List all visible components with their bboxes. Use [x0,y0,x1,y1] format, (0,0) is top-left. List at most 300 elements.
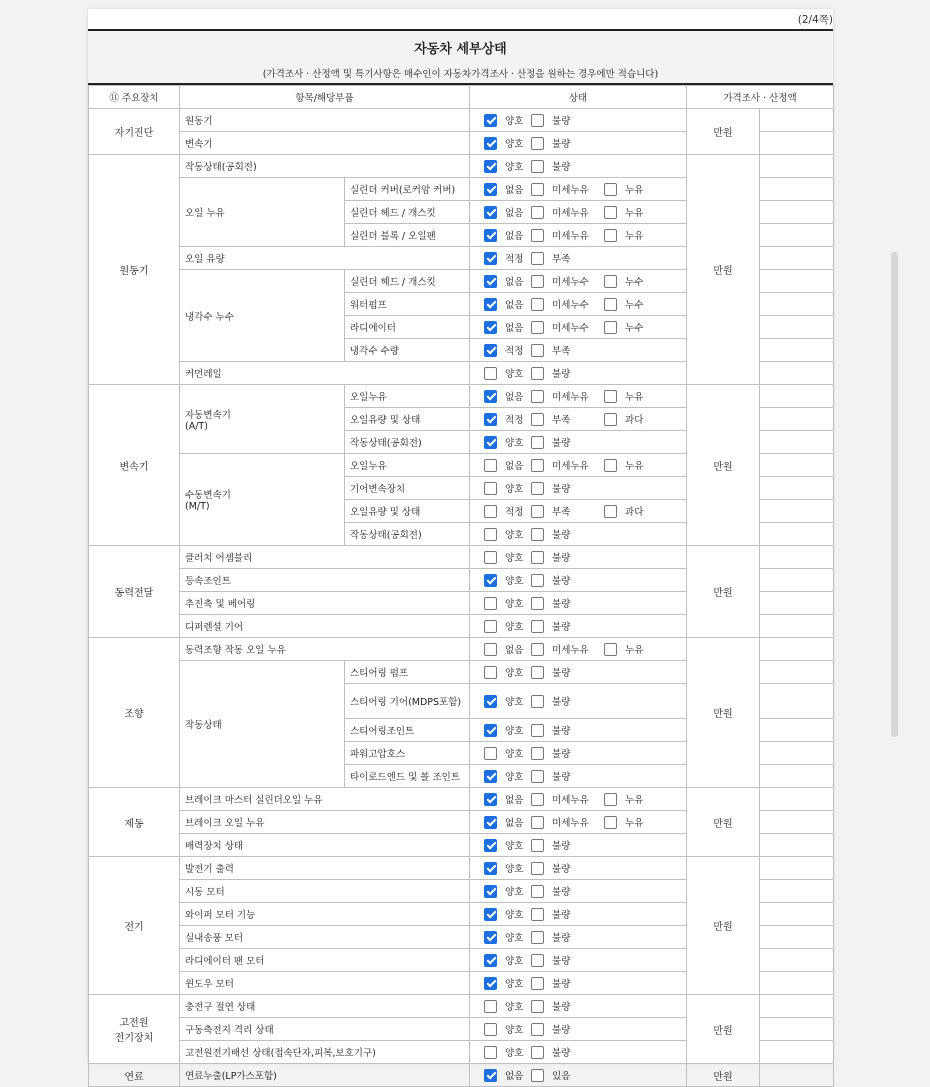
item-cell: 와이퍼 모터 기능 [180,903,470,926]
status-option-label: 양호 [505,933,524,944]
unchecked-checkbox[interactable] [604,321,617,334]
unchecked-checkbox[interactable] [484,528,497,541]
category-cell: 제동 [89,788,180,857]
unchecked-checkbox[interactable] [531,620,544,633]
status-option-label: 불량 [552,887,571,898]
status-option-label: 양호 [505,369,524,380]
status-option-label: 없음 [505,300,524,311]
status-option [531,976,572,990]
status-cell [470,178,687,201]
table-row [89,995,834,1018]
item-cell: 연료누출(LP가스포함) [180,1064,470,1087]
price-input-cell[interactable] [760,523,834,546]
status-option [484,769,525,783]
unchecked-checkbox[interactable] [531,1000,544,1013]
price-input-cell[interactable] [760,742,834,765]
price-input-cell[interactable] [760,834,834,857]
status-option-label: 불량 [552,484,571,495]
unchecked-checkbox[interactable] [484,597,497,610]
price-input-cell[interactable] [760,880,834,903]
checked-checkbox[interactable] [484,839,497,852]
status-option [531,573,572,587]
unchecked-checkbox[interactable] [604,816,617,829]
status-option-label: 불량 [552,1025,571,1036]
unchecked-checkbox[interactable] [484,459,497,472]
price-input-cell[interactable] [760,385,834,408]
status-cell [470,788,687,811]
sub-item-cell: 냉각수 수량 [345,339,470,362]
unchecked-checkbox[interactable] [531,505,544,518]
status-option-label: 불량 [552,864,571,875]
price-input-cell[interactable] [760,569,834,592]
price-input-cell[interactable] [760,995,834,1018]
table-row [89,638,834,661]
unchecked-checkbox[interactable] [531,229,544,242]
status-cell [470,1041,687,1064]
status-option-label: 미세누유 [552,818,589,829]
status-option [531,619,572,633]
unchecked-checkbox[interactable] [531,1023,544,1036]
status-option [531,297,598,311]
status-option-label: 양호 [505,622,524,633]
status-option [484,815,525,829]
category-cell: 동력전달 [89,546,180,638]
status-option-label: 없음 [505,392,524,403]
unchecked-checkbox[interactable] [531,114,544,127]
status-option-label: 양호 [505,697,524,708]
status-option-label: 불량 [552,553,571,564]
unchecked-checkbox[interactable] [484,1023,497,1036]
unchecked-checkbox[interactable] [531,459,544,472]
unchecked-checkbox[interactable] [531,344,544,357]
item-cell: 발전기 출력 [180,857,470,880]
status-option [531,861,572,875]
item-cell: 작동상태(공회전) [180,155,470,178]
checked-checkbox[interactable] [484,390,497,403]
sub-item-cell: 작동상태(공회전) [345,431,470,454]
table-header-row [89,86,834,109]
item-cell: 브레이크 오일 누유 [180,811,470,834]
unchecked-checkbox[interactable] [531,839,544,852]
unchecked-checkbox[interactable] [531,597,544,610]
status-cell [470,1018,687,1041]
status-option-label: 불량 [552,162,571,173]
scrollbar-thumb[interactable] [891,252,898,737]
status-option [484,550,525,564]
price-input-cell[interactable] [760,592,834,615]
price-input-cell[interactable] [760,788,834,811]
item-cell: 클러치 어셈블리 [180,546,470,569]
unchecked-checkbox[interactable] [531,977,544,990]
status-option-label: 없음 [505,231,524,242]
status-option-label: 양호 [505,484,524,495]
checked-checkbox[interactable] [484,275,497,288]
checked-checkbox[interactable] [484,908,497,921]
status-cell [470,362,687,385]
unchecked-checkbox[interactable] [604,298,617,311]
unchecked-checkbox[interactable] [531,482,544,495]
status-option [484,642,525,656]
checked-checkbox[interactable] [484,321,497,334]
price-input-cell[interactable] [760,546,834,569]
status-option [484,907,525,921]
status-option [531,389,598,403]
status-option [531,504,598,518]
checked-checkbox[interactable] [484,183,497,196]
unchecked-checkbox[interactable] [531,137,544,150]
checked-checkbox[interactable] [484,793,497,806]
checked-checkbox[interactable] [484,885,497,898]
price-input-cell[interactable] [760,408,834,431]
price-input-cell[interactable] [760,1018,834,1041]
status-option [484,458,525,472]
status-option [484,366,525,380]
unchecked-checkbox[interactable] [531,413,544,426]
status-option [484,274,525,288]
status-option-label: 불량 [552,438,571,449]
status-option [484,159,525,173]
sub-item-cell: 오일누유 [345,385,470,408]
status-option [531,527,572,541]
table-body [89,109,834,1087]
status-option [531,723,572,737]
status-cell [470,949,687,972]
checked-checkbox[interactable] [484,436,497,449]
status-option [531,136,572,150]
status-option-label: 양호 [505,979,524,990]
sub-item-cell: 타이로드엔드 및 볼 조인트 [345,765,470,788]
price-input-cell[interactable] [760,316,834,339]
checked-checkbox[interactable] [484,816,497,829]
status-option-label: 누수 [625,277,644,288]
price-input-cell[interactable] [760,270,834,293]
unchecked-checkbox[interactable] [604,413,617,426]
checked-checkbox[interactable] [484,770,497,783]
price-input-cell[interactable] [760,362,834,385]
price-input-cell[interactable] [760,132,834,155]
status-cell [470,454,687,477]
unchecked-checkbox[interactable] [531,666,544,679]
unchecked-checkbox[interactable] [531,390,544,403]
status-cell [470,811,687,834]
unchecked-checkbox[interactable] [604,229,617,242]
price-unit-cell: 만원 [687,857,760,995]
price-input-cell[interactable] [760,972,834,995]
checked-checkbox[interactable] [484,344,497,357]
price-input-cell[interactable] [760,903,834,926]
item-cell: 디퍼렌셜 기어 [180,615,470,638]
status-option [604,504,645,518]
price-unit-cell: 만원 [687,995,760,1064]
status-option-label: 불량 [552,749,571,760]
item-cell: 변속기 [180,132,470,155]
price-input-cell[interactable] [760,719,834,742]
status-option-label: 적정 [505,254,524,265]
price-input-cell[interactable] [760,684,834,719]
price-input-cell[interactable] [760,661,834,684]
status-option [484,861,525,875]
status-option-label: 누유 [625,185,644,196]
price-input-cell[interactable] [760,454,834,477]
unchecked-checkbox[interactable] [531,574,544,587]
status-option [531,694,572,708]
unchecked-checkbox[interactable] [531,954,544,967]
status-option [484,792,525,806]
price-input-cell[interactable] [760,431,834,454]
status-option-label: 불량 [552,369,571,380]
unchecked-checkbox[interactable] [484,1046,497,1059]
sub-item-cell: 실린더 헤드 / 개스킷 [345,270,470,293]
checked-checkbox[interactable] [484,574,497,587]
price-input-cell[interactable] [760,201,834,224]
unchecked-checkbox[interactable] [531,252,544,265]
unchecked-checkbox[interactable] [531,793,544,806]
price-input-cell[interactable] [760,500,834,523]
status-option-label: 양호 [505,599,524,610]
price-input-cell[interactable] [760,477,834,500]
status-option [484,838,525,852]
status-option-label: 불량 [552,1002,571,1013]
unchecked-checkbox[interactable] [604,793,617,806]
price-input-cell[interactable] [760,293,834,316]
checked-checkbox[interactable] [484,954,497,967]
unchecked-checkbox[interactable] [531,528,544,541]
unchecked-checkbox[interactable] [604,390,617,403]
status-cell [470,316,687,339]
status-option-label: 없음 [505,795,524,806]
status-option-label: 누유 [625,392,644,403]
status-cell [470,155,687,178]
price-input-cell[interactable] [760,765,834,788]
checked-checkbox[interactable] [484,862,497,875]
status-option-label: 불량 [552,116,571,127]
checked-checkbox[interactable] [484,1069,497,1082]
status-option [604,642,645,656]
unchecked-checkbox[interactable] [604,643,617,656]
sub-item-cell: 오일누유 [345,454,470,477]
status-option [484,251,525,265]
status-cell [470,719,687,742]
price-input-cell[interactable] [760,339,834,362]
status-cell [470,477,687,500]
unchecked-checkbox[interactable] [484,666,497,679]
price-input-cell[interactable] [760,857,834,880]
status-option-label: 없음 [505,1071,524,1082]
price-input-cell[interactable] [760,638,834,661]
unchecked-checkbox[interactable] [484,747,497,760]
unchecked-checkbox[interactable] [531,436,544,449]
sub-item-cell: 워터펌프 [345,293,470,316]
unchecked-checkbox[interactable] [531,695,544,708]
unchecked-checkbox[interactable] [531,724,544,737]
price-input-cell[interactable] [760,811,834,834]
status-option [484,205,525,219]
status-option [531,251,572,265]
price-input-cell[interactable] [760,615,834,638]
status-option [531,792,598,806]
status-option [531,228,598,242]
sub-item-cell: 작동상태(공회전) [345,523,470,546]
status-option [531,999,572,1013]
unchecked-checkbox[interactable] [531,275,544,288]
status-cell [470,500,687,523]
unchecked-checkbox[interactable] [531,770,544,783]
price-input-cell[interactable] [760,1064,834,1087]
checked-checkbox[interactable] [484,252,497,265]
table-row [89,109,834,132]
sub-item-cell: 라디에이터 [345,316,470,339]
unchecked-checkbox[interactable] [484,505,497,518]
unchecked-checkbox[interactable] [531,367,544,380]
checked-checkbox[interactable] [484,137,497,150]
status-cell [470,638,687,661]
status-option [531,412,598,426]
status-option [484,228,525,242]
status-option [604,297,645,311]
unchecked-checkbox[interactable] [604,183,617,196]
status-cell [470,109,687,132]
price-input-cell[interactable] [760,1041,834,1064]
price-unit-cell: 만원 [687,385,760,546]
item-cell: 냉각수 누수 [180,270,345,362]
checked-checkbox[interactable] [484,298,497,311]
price-input-cell[interactable] [760,178,834,201]
checked-checkbox[interactable] [484,206,497,219]
unchecked-checkbox[interactable] [484,620,497,633]
status-option-label: 누유 [625,231,644,242]
status-cell [470,684,687,719]
status-option-label: 누수 [625,300,644,311]
unchecked-checkbox[interactable] [484,551,497,564]
status-option-label: 양호 [505,910,524,921]
checked-checkbox[interactable] [484,977,497,990]
unchecked-checkbox[interactable] [531,931,544,944]
checked-checkbox[interactable] [484,160,497,173]
status-option-label: 누유 [625,461,644,472]
status-option [531,205,598,219]
unchecked-checkbox[interactable] [531,908,544,921]
checked-checkbox[interactable] [484,229,497,242]
unchecked-checkbox[interactable] [531,1069,544,1082]
price-input-cell[interactable] [760,949,834,972]
status-option-label: 적정 [505,415,524,426]
sub-item-cell: 기어변속장치 [345,477,470,500]
status-option [531,1022,572,1036]
status-option-label: 누유 [625,818,644,829]
table-row [89,546,834,569]
item-cell: 작동상태 [180,661,345,788]
title-box [88,29,833,85]
status-option-label: 없음 [505,461,524,472]
unchecked-checkbox[interactable] [531,643,544,656]
item-cell: 등속조인트 [180,569,470,592]
item-cell: 윈도우 모터 [180,972,470,995]
unchecked-checkbox[interactable] [484,1000,497,1013]
status-option [531,366,572,380]
status-option [531,320,598,334]
header-status: 상태 [470,86,687,109]
unchecked-checkbox[interactable] [531,885,544,898]
table-row [89,1064,834,1087]
status-option-label: 양호 [505,553,524,564]
status-option [484,182,525,196]
status-option-label: 양호 [505,956,524,967]
unchecked-checkbox[interactable] [531,816,544,829]
unchecked-checkbox[interactable] [531,183,544,196]
unchecked-checkbox[interactable] [531,321,544,334]
sub-item-cell: 스티어링 펌프 [345,661,470,684]
unchecked-checkbox[interactable] [604,275,617,288]
price-unit-cell: 만원 [687,638,760,788]
unchecked-checkbox[interactable] [604,206,617,219]
status-option [484,976,525,990]
checked-checkbox[interactable] [484,931,497,944]
status-option [484,343,525,357]
unchecked-checkbox[interactable] [531,298,544,311]
status-cell [470,523,687,546]
unchecked-checkbox[interactable] [531,206,544,219]
price-input-cell[interactable] [760,926,834,949]
status-option-label: 양호 [505,668,524,679]
unchecked-checkbox[interactable] [604,505,617,518]
inspection-table [88,85,834,1087]
status-cell [470,615,687,638]
unchecked-checkbox[interactable] [604,459,617,472]
status-option [604,182,645,196]
status-option [604,274,645,288]
checked-checkbox[interactable] [484,114,497,127]
price-input-cell[interactable] [760,247,834,270]
checked-checkbox[interactable] [484,695,497,708]
unchecked-checkbox[interactable] [531,551,544,564]
checked-checkbox[interactable] [484,413,497,426]
price-input-cell[interactable] [760,109,834,132]
status-option-label: 부족 [552,254,571,265]
price-input-cell[interactable] [760,155,834,178]
price-input-cell[interactable] [760,224,834,247]
status-option [604,458,645,472]
status-cell [470,972,687,995]
status-option [604,815,645,829]
unchecked-checkbox[interactable] [531,862,544,875]
status-cell [470,431,687,454]
status-option [484,113,525,127]
price-unit-cell: 만원 [687,788,760,857]
status-option-label: 불량 [552,910,571,921]
document-sheet [88,9,833,1083]
unchecked-checkbox[interactable] [531,1046,544,1059]
status-option [531,159,572,173]
status-option [531,458,598,472]
checked-checkbox[interactable] [484,724,497,737]
status-option-label: 양호 [505,841,524,852]
unchecked-checkbox[interactable] [484,367,497,380]
unchecked-checkbox[interactable] [484,482,497,495]
item-cell: 원동기 [180,109,470,132]
status-option-label: 미세누유 [552,208,589,219]
status-option-label: 누유 [625,645,644,656]
category-cell: 변속기 [89,385,180,546]
status-option-label: 양호 [505,438,524,449]
status-option [484,665,525,679]
unchecked-checkbox[interactable] [484,643,497,656]
unchecked-checkbox[interactable] [531,160,544,173]
status-option [484,527,525,541]
status-option [604,412,645,426]
unchecked-checkbox[interactable] [531,747,544,760]
status-option [604,792,645,806]
status-option [531,550,572,564]
